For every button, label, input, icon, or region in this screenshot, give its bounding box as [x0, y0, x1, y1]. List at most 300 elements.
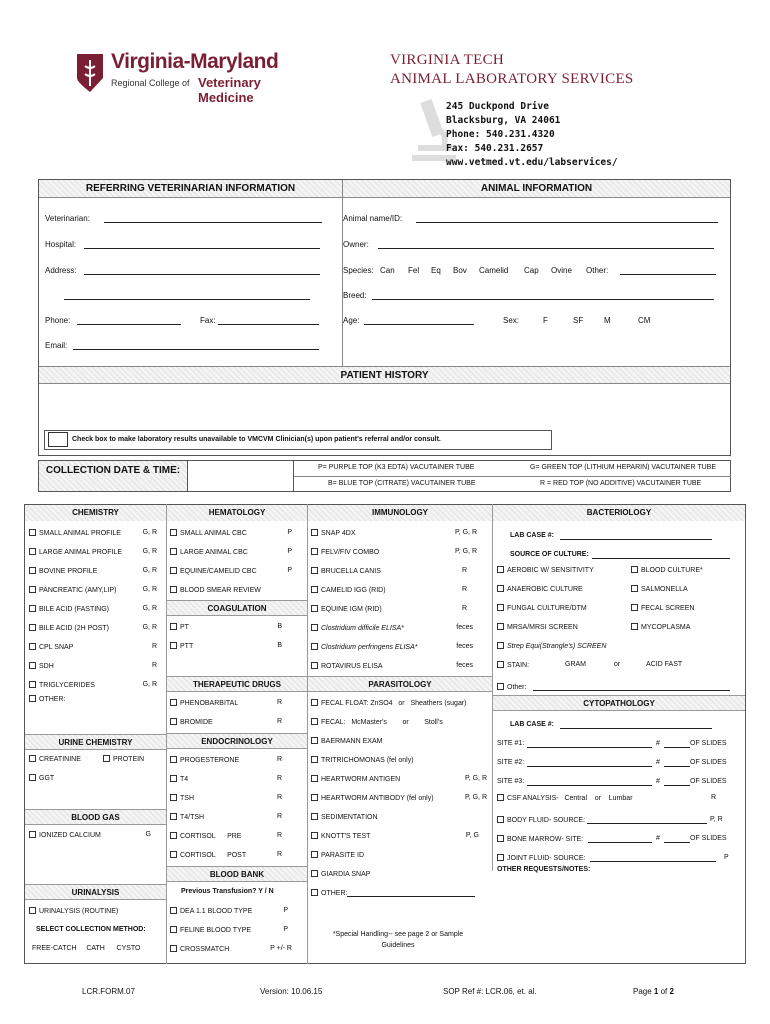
- sex-label: Sex:: [503, 316, 520, 325]
- other-requests-label: OTHER REQUESTS/NOTES:: [497, 866, 591, 873]
- checkbox[interactable]: [29, 695, 36, 702]
- list-item[interactable]: [29, 529, 157, 548]
- stain-acid-fast[interactable]: ACID FAST: [646, 661, 683, 668]
- list-item[interactable]: [170, 945, 292, 964]
- checkbox[interactable]: [29, 774, 36, 781]
- body-fluid-item[interactable]: [497, 816, 585, 824]
- address-line: Phone: 540.231.4320: [446, 129, 555, 140]
- site-1-label: SITE #1:: [497, 740, 525, 747]
- list-item[interactable]: [311, 605, 477, 624]
- joint-fluid-tube: P: [724, 854, 729, 861]
- item-label: AEROBIC W/ SENSITIVITY: [507, 567, 594, 574]
- checkbox[interactable]: [170, 699, 177, 706]
- item-label: T4: [180, 776, 189, 783]
- list-item[interactable]: [170, 926, 292, 945]
- species-cap[interactable]: Cap: [524, 266, 539, 275]
- cyto-lab-case-label: LAB CASE #:: [510, 721, 554, 728]
- list-item[interactable]: [311, 737, 487, 756]
- list-item[interactable]: [29, 586, 157, 605]
- checkbox[interactable]: [311, 605, 318, 612]
- item-tube: G, R: [142, 548, 157, 555]
- item-label: MYCOPLASMA: [641, 624, 691, 631]
- bone-marrow-item[interactable]: [497, 835, 583, 843]
- list-item[interactable]: [631, 585, 703, 604]
- list-item[interactable]: [631, 604, 703, 623]
- age-field[interactable]: [364, 324, 474, 325]
- checkbox[interactable]: [170, 756, 177, 763]
- form-version: Version: 10.06.15: [260, 987, 323, 996]
- animal-header: ANIMAL INFORMATION: [343, 180, 730, 198]
- item-label: BROMIDE: [180, 719, 213, 726]
- item-label: FECAL FLOAT: ZnSO4 or Sheathers (sugar): [321, 700, 467, 707]
- checkbox[interactable]: [29, 681, 36, 688]
- therapeutic-list: [170, 699, 282, 737]
- form-id: LCR.FORM.07: [82, 987, 135, 996]
- hematology-list: [170, 529, 292, 605]
- item-tube: R: [276, 718, 282, 725]
- list-item[interactable]: [311, 718, 487, 737]
- other-requests-area[interactable]: [493, 877, 745, 963]
- item-tube: R: [276, 813, 282, 820]
- source-field[interactable]: [592, 558, 730, 559]
- checkbox[interactable]: [170, 548, 177, 555]
- ionized-calcium-item[interactable]: [29, 831, 157, 839]
- item-tube: P: [283, 907, 288, 914]
- item-label: FELINE BLOOD TYPE: [180, 927, 252, 934]
- list-item[interactable]: [29, 624, 157, 643]
- blood-bank-list: [170, 907, 292, 964]
- lab-title-2: ANIMAL LABORATORY SERVICES: [390, 71, 634, 87]
- joint-fluid-field[interactable]: [590, 861, 716, 862]
- item-label: FECAL SCREEN: [641, 605, 695, 612]
- site-3-label: SITE #3:: [497, 778, 525, 785]
- list-item[interactable]: [170, 832, 282, 851]
- item-label: IONIZED CALCIUM: [39, 832, 101, 839]
- item-label: URINALYSIS (ROUTINE): [39, 908, 119, 915]
- checkbox[interactable]: [170, 926, 177, 933]
- bact-list-left: [497, 566, 606, 661]
- checkbox[interactable]: [170, 642, 177, 649]
- list-item[interactable]: [311, 832, 487, 851]
- address-label: Address:: [45, 266, 77, 275]
- address-line: Fax: 540.231.2657: [446, 143, 544, 154]
- source-label: SOURCE OF CULTURE:: [510, 551, 589, 558]
- item-label: OTHER:: [39, 696, 66, 703]
- site-1-slides-field[interactable]: [664, 747, 690, 748]
- immunology-header: IMMUNOLOGY: [308, 505, 492, 521]
- list-item[interactable]: [311, 851, 487, 870]
- item-label: Clostridium perfringens ELISA*: [321, 644, 418, 651]
- item-tube: R: [276, 794, 282, 801]
- item-tube: R: [276, 851, 282, 858]
- item-label: STAIN:: [507, 662, 530, 669]
- checkbox[interactable]: [29, 548, 36, 555]
- species-ovine[interactable]: Ovine: [551, 266, 572, 275]
- therapeutic-header: THERAPEUTIC DRUGS: [167, 676, 307, 692]
- item-label: TRIGLYCERIDES: [39, 682, 95, 689]
- checkbox[interactable]: [311, 794, 318, 801]
- list-item[interactable]: [311, 586, 477, 605]
- item-label: OTHER:: [321, 890, 348, 897]
- list-item[interactable]: [631, 566, 703, 585]
- bone-marrow-field[interactable]: [588, 842, 652, 843]
- item-label: HEARTWORM ANTIBODY (fel only): [321, 795, 434, 802]
- stain-gram[interactable]: GRAM: [565, 661, 586, 668]
- list-item[interactable]: [29, 695, 157, 709]
- list-item[interactable]: [170, 907, 292, 926]
- list-item[interactable]: [311, 756, 487, 775]
- logo-sub-main: Veterinary Medicine: [198, 75, 261, 105]
- coagulation-header: COAGULATION: [167, 600, 307, 616]
- list-item[interactable]: [29, 605, 157, 624]
- list-item[interactable]: [170, 548, 292, 567]
- checkbox[interactable]: [29, 662, 36, 669]
- item-label: SDH: [39, 663, 54, 670]
- list-item[interactable]: [29, 643, 157, 662]
- csf-item[interactable]: [497, 794, 633, 802]
- list-item[interactable]: [170, 794, 282, 813]
- checkbox[interactable]: [497, 854, 504, 861]
- item-tube: B: [277, 623, 282, 630]
- sex-m[interactable]: M: [604, 316, 611, 325]
- blood-bank-header: BLOOD BANK: [167, 866, 307, 882]
- address-line: www.vetmed.vt.edu/labservices/: [446, 157, 618, 168]
- species-other[interactable]: Other:: [586, 266, 609, 275]
- address-field-2[interactable]: [64, 299, 310, 300]
- breed-field[interactable]: [372, 299, 714, 300]
- item-label: SMALL ANIMAL CBC: [180, 530, 247, 537]
- checkbox[interactable]: [170, 567, 177, 574]
- checkbox[interactable]: [170, 945, 177, 952]
- checkbox[interactable]: [29, 907, 36, 914]
- page-current: 1: [653, 987, 659, 996]
- urinalysis-item[interactable]: [29, 907, 118, 915]
- hash-icon: #: [656, 778, 660, 785]
- joint-fluid-item[interactable]: [497, 854, 585, 862]
- page-prefix: Page: [633, 987, 654, 996]
- bact-lab-case-field[interactable]: [560, 539, 712, 540]
- fax-label: Fax:: [200, 316, 216, 325]
- checkbox[interactable]: [311, 643, 318, 650]
- item-label: PHENOBARBITAL: [180, 700, 239, 707]
- checkbox[interactable]: [311, 718, 318, 725]
- immunology-list: [311, 529, 477, 681]
- item-tube: feces: [456, 624, 473, 631]
- cyto-lab-case-field[interactable]: [560, 728, 712, 729]
- checkbox[interactable]: [311, 775, 318, 782]
- checkbox[interactable]: [311, 567, 318, 574]
- list-item[interactable]: [497, 623, 606, 642]
- collection-date-label: COLLECTION DATE & TIME:: [38, 460, 188, 492]
- checkbox[interactable]: [497, 604, 504, 611]
- site-2-field[interactable]: [527, 766, 652, 767]
- checkbox[interactable]: [497, 835, 504, 842]
- list-item[interactable]: [631, 623, 703, 642]
- list-item[interactable]: [497, 585, 606, 604]
- item-tube: P: [287, 529, 292, 536]
- privacy-checkbox[interactable]: [48, 432, 68, 447]
- page-of: of: [658, 987, 670, 996]
- checkbox[interactable]: [311, 889, 318, 896]
- species-can[interactable]: Can: [380, 266, 395, 275]
- item-label: BILE ACID (FASTING): [39, 606, 110, 613]
- item-tube: P, G, R: [464, 794, 487, 801]
- item-label: LARGE ANIMAL PROFILE: [39, 549, 122, 556]
- item-label: Other:: [507, 684, 527, 691]
- animal-name-field[interactable]: [416, 222, 718, 223]
- item-label: SNAP 4DX: [321, 530, 356, 537]
- phone-field[interactable]: [77, 324, 181, 325]
- checkbox[interactable]: [311, 586, 318, 593]
- species-camelid[interactable]: Camelid: [479, 266, 509, 275]
- item-label: CSF ANALYSIS- Central or Lumbar: [507, 795, 633, 802]
- checkbox[interactable]: [631, 566, 638, 573]
- item-label: PROGESTERONE: [180, 757, 240, 764]
- owner-field[interactable]: [378, 248, 714, 249]
- checkbox[interactable]: [170, 851, 177, 858]
- checkbox[interactable]: [29, 755, 36, 762]
- checkbox[interactable]: [311, 832, 318, 839]
- body-fluid-tube: P, R: [710, 816, 723, 823]
- item-label: BILE ACID (2H POST): [39, 625, 110, 632]
- list-item[interactable]: [170, 529, 292, 548]
- item-tube: P +/- R: [270, 945, 292, 952]
- list-item[interactable]: [29, 548, 157, 567]
- checkbox[interactable]: [29, 605, 36, 612]
- checkbox[interactable]: [497, 816, 504, 823]
- item-tube: R: [276, 756, 282, 763]
- checkbox[interactable]: [170, 775, 177, 782]
- collection-methods[interactable]: FREE-CATCH CATH CYSTO: [32, 945, 141, 952]
- site-3-field[interactable]: [527, 785, 652, 786]
- item-label: PTT: [180, 643, 194, 650]
- collection-date-field[interactable]: [188, 460, 294, 492]
- list-item[interactable]: [170, 699, 282, 718]
- list-item[interactable]: [497, 604, 606, 623]
- bacteriology-header: BACTERIOLOGY: [493, 505, 745, 521]
- checkbox[interactable]: [29, 831, 36, 838]
- checkbox[interactable]: [497, 623, 504, 630]
- site-3-slides-field[interactable]: [664, 785, 690, 786]
- list-item[interactable]: [29, 567, 157, 586]
- stain-item[interactable]: [497, 661, 529, 669]
- item-tube: feces: [456, 662, 473, 669]
- college-logo: [75, 50, 305, 105]
- item-label: MRSA/MRSI SCREEN: [507, 624, 578, 631]
- checkbox[interactable]: [170, 718, 177, 725]
- checkbox[interactable]: [497, 794, 504, 801]
- item-label: KNOTT'S TEST: [321, 833, 371, 840]
- species-eq[interactable]: Eq: [431, 266, 441, 275]
- checkbox[interactable]: [29, 643, 36, 650]
- item-label: BONE MARROW- SITE:: [507, 836, 584, 843]
- list-item[interactable]: [311, 567, 477, 586]
- list-item[interactable]: [170, 567, 292, 586]
- item-tube: R: [276, 699, 282, 706]
- item-tube: P, G, R: [454, 529, 477, 536]
- item-tube: P, G, R: [454, 548, 477, 555]
- list-item[interactable]: [170, 813, 282, 832]
- item-label: TRITRICHOMONAS (fel only): [321, 757, 414, 764]
- address-line: 245 Duckpond Drive: [446, 101, 549, 112]
- checkbox[interactable]: [497, 566, 504, 573]
- item-label: CORTISOL POST: [180, 852, 247, 859]
- checkbox[interactable]: [170, 907, 177, 914]
- item-label: BLOOD SMEAR REVIEW: [180, 587, 261, 594]
- checkbox[interactable]: [311, 737, 318, 744]
- checkbox[interactable]: [311, 662, 318, 669]
- checkbox[interactable]: [311, 756, 318, 763]
- item-tube: G, R: [142, 605, 157, 612]
- checkbox[interactable]: [631, 604, 638, 611]
- checkbox[interactable]: [170, 586, 177, 593]
- address-line: Blacksburg, VA 24061: [446, 115, 561, 126]
- endocrinology-list: [170, 756, 282, 870]
- checkbox[interactable]: [170, 832, 177, 839]
- checkbox[interactable]: [631, 585, 638, 592]
- item-tube: R: [461, 567, 467, 574]
- checkbox[interactable]: [497, 683, 504, 690]
- item-label: EQUINE IGM (RID): [321, 606, 382, 613]
- item-tube: G, R: [142, 681, 157, 688]
- email-field[interactable]: [73, 349, 319, 350]
- list-item[interactable]: [311, 699, 487, 718]
- checkbox[interactable]: [170, 623, 177, 630]
- site-1-field[interactable]: [527, 747, 652, 748]
- privacy-text: Check box to make laboratory results unavailable to VMCVM Clinician(s) upon patient's referral and/or consult.: [72, 436, 441, 443]
- item-tube: G, R: [142, 586, 157, 593]
- item-label: CREATININE: [39, 756, 81, 763]
- bact-other-field[interactable]: [533, 690, 730, 691]
- item-label: FUNGAL CULTURE/DTM: [507, 605, 587, 612]
- item-label: LARGE ANIMAL CBC: [180, 549, 248, 556]
- checkbox[interactable]: [170, 813, 177, 820]
- list-item[interactable]: [170, 642, 282, 661]
- checkbox[interactable]: [29, 567, 36, 574]
- list-item[interactable]: [311, 813, 487, 832]
- list-item[interactable]: [311, 794, 487, 813]
- checkbox[interactable]: [170, 529, 177, 536]
- sex-cm[interactable]: CM: [638, 316, 651, 325]
- list-item[interactable]: [170, 756, 282, 775]
- checkbox[interactable]: [311, 548, 318, 555]
- checkbox[interactable]: [311, 813, 318, 820]
- other-field[interactable]: [347, 896, 475, 897]
- item-label: BOVINE PROFILE: [39, 568, 98, 575]
- stain-or: or: [614, 661, 621, 668]
- bact-lab-case-label: LAB CASE #:: [510, 532, 554, 539]
- item-label: GGT: [39, 775, 55, 782]
- sex-sf[interactable]: SF: [573, 316, 584, 325]
- urine-chemistry-header: URINE CHEMISTRY: [25, 734, 166, 750]
- page-number: [633, 987, 674, 996]
- animal-name-label: Animal name/ID:: [343, 214, 403, 223]
- hospital-field[interactable]: [84, 248, 320, 249]
- parasitology-header: PARASITOLOGY: [308, 676, 492, 692]
- list-item[interactable]: [311, 889, 487, 908]
- item-tube: R: [276, 832, 282, 839]
- veterinarian-field[interactable]: [104, 222, 322, 223]
- protein-item[interactable]: [103, 755, 144, 763]
- item-tube: P: [287, 548, 292, 555]
- item-label: Clostridium difficile ELISA*: [321, 625, 404, 632]
- hash-icon: #: [656, 835, 660, 842]
- checkbox[interactable]: [497, 642, 504, 649]
- item-label: SALMONELLA: [641, 586, 688, 593]
- checkbox[interactable]: [103, 755, 110, 762]
- species-other-field[interactable]: [620, 274, 716, 275]
- checkbox[interactable]: [311, 699, 318, 706]
- logo-sub-prefix: Regional College of: [111, 78, 190, 88]
- item-label: T4/TSH: [180, 814, 205, 821]
- checkbox[interactable]: [170, 794, 177, 801]
- item-label: HEARTWORM ANTIGEN: [321, 776, 401, 783]
- list-item[interactable]: [29, 681, 157, 695]
- checkbox[interactable]: [311, 851, 318, 858]
- item-label: CPL SNAP: [39, 644, 74, 651]
- item-label: CROSSMATCH: [180, 946, 230, 953]
- checkbox[interactable]: [29, 529, 36, 536]
- breed-label: Breed:: [343, 291, 367, 300]
- list-item[interactable]: [311, 775, 487, 794]
- item-label: BODY FLUID- SOURCE:: [507, 817, 586, 824]
- item-label: DEA 1.1 BLOOD TYPE: [180, 908, 253, 915]
- sex-f[interactable]: F: [543, 316, 548, 325]
- bact-other-item[interactable]: [497, 683, 526, 691]
- list-item[interactable]: [311, 529, 477, 548]
- item-label: GIARDIA SNAP: [321, 871, 371, 878]
- list-item[interactable]: [29, 662, 157, 681]
- checkbox[interactable]: [631, 623, 638, 630]
- body-fluid-field[interactable]: [587, 823, 707, 824]
- checkbox[interactable]: [497, 585, 504, 592]
- list-item[interactable]: [311, 624, 477, 643]
- list-item[interactable]: [311, 870, 487, 889]
- species-bov[interactable]: Bov: [453, 266, 467, 275]
- endocrinology-header: ENDOCRINOLOGY: [167, 733, 307, 749]
- item-tube: G, R: [142, 624, 157, 631]
- item-tube: R: [461, 605, 467, 612]
- checkbox[interactable]: [311, 870, 318, 877]
- list-item[interactable]: [497, 566, 606, 585]
- checkbox[interactable]: [29, 624, 36, 631]
- logo-name: Virginia-Maryland: [111, 50, 279, 73]
- list-item[interactable]: [311, 548, 477, 567]
- phone-label: Phone:: [45, 316, 71, 325]
- list-item[interactable]: [311, 643, 477, 662]
- address-field[interactable]: [84, 274, 320, 275]
- checkbox[interactable]: [29, 586, 36, 593]
- species-fel[interactable]: Fel: [408, 266, 420, 275]
- checkbox[interactable]: [311, 624, 318, 631]
- checkbox[interactable]: [311, 529, 318, 536]
- ggt-item[interactable]: [29, 774, 54, 782]
- list-item[interactable]: [170, 623, 282, 642]
- item-label: PARASITE ID: [321, 852, 365, 859]
- list-item[interactable]: [170, 775, 282, 794]
- list-item[interactable]: [497, 642, 606, 661]
- hematology-header: HEMATOLOGY: [167, 505, 307, 521]
- checkbox[interactable]: [497, 661, 504, 668]
- site-2-slides-field[interactable]: [664, 766, 690, 767]
- slides-label: OF SLIDES: [690, 759, 727, 766]
- transfusion-question[interactable]: Previous Transfusion? Y / N: [181, 888, 274, 895]
- bone-marrow-slides-field[interactable]: [664, 842, 690, 843]
- item-label: BAERMANN EXAM: [321, 738, 383, 745]
- creatinine-item[interactable]: [29, 755, 81, 763]
- divider: [492, 504, 493, 871]
- fax-field[interactable]: [218, 324, 319, 325]
